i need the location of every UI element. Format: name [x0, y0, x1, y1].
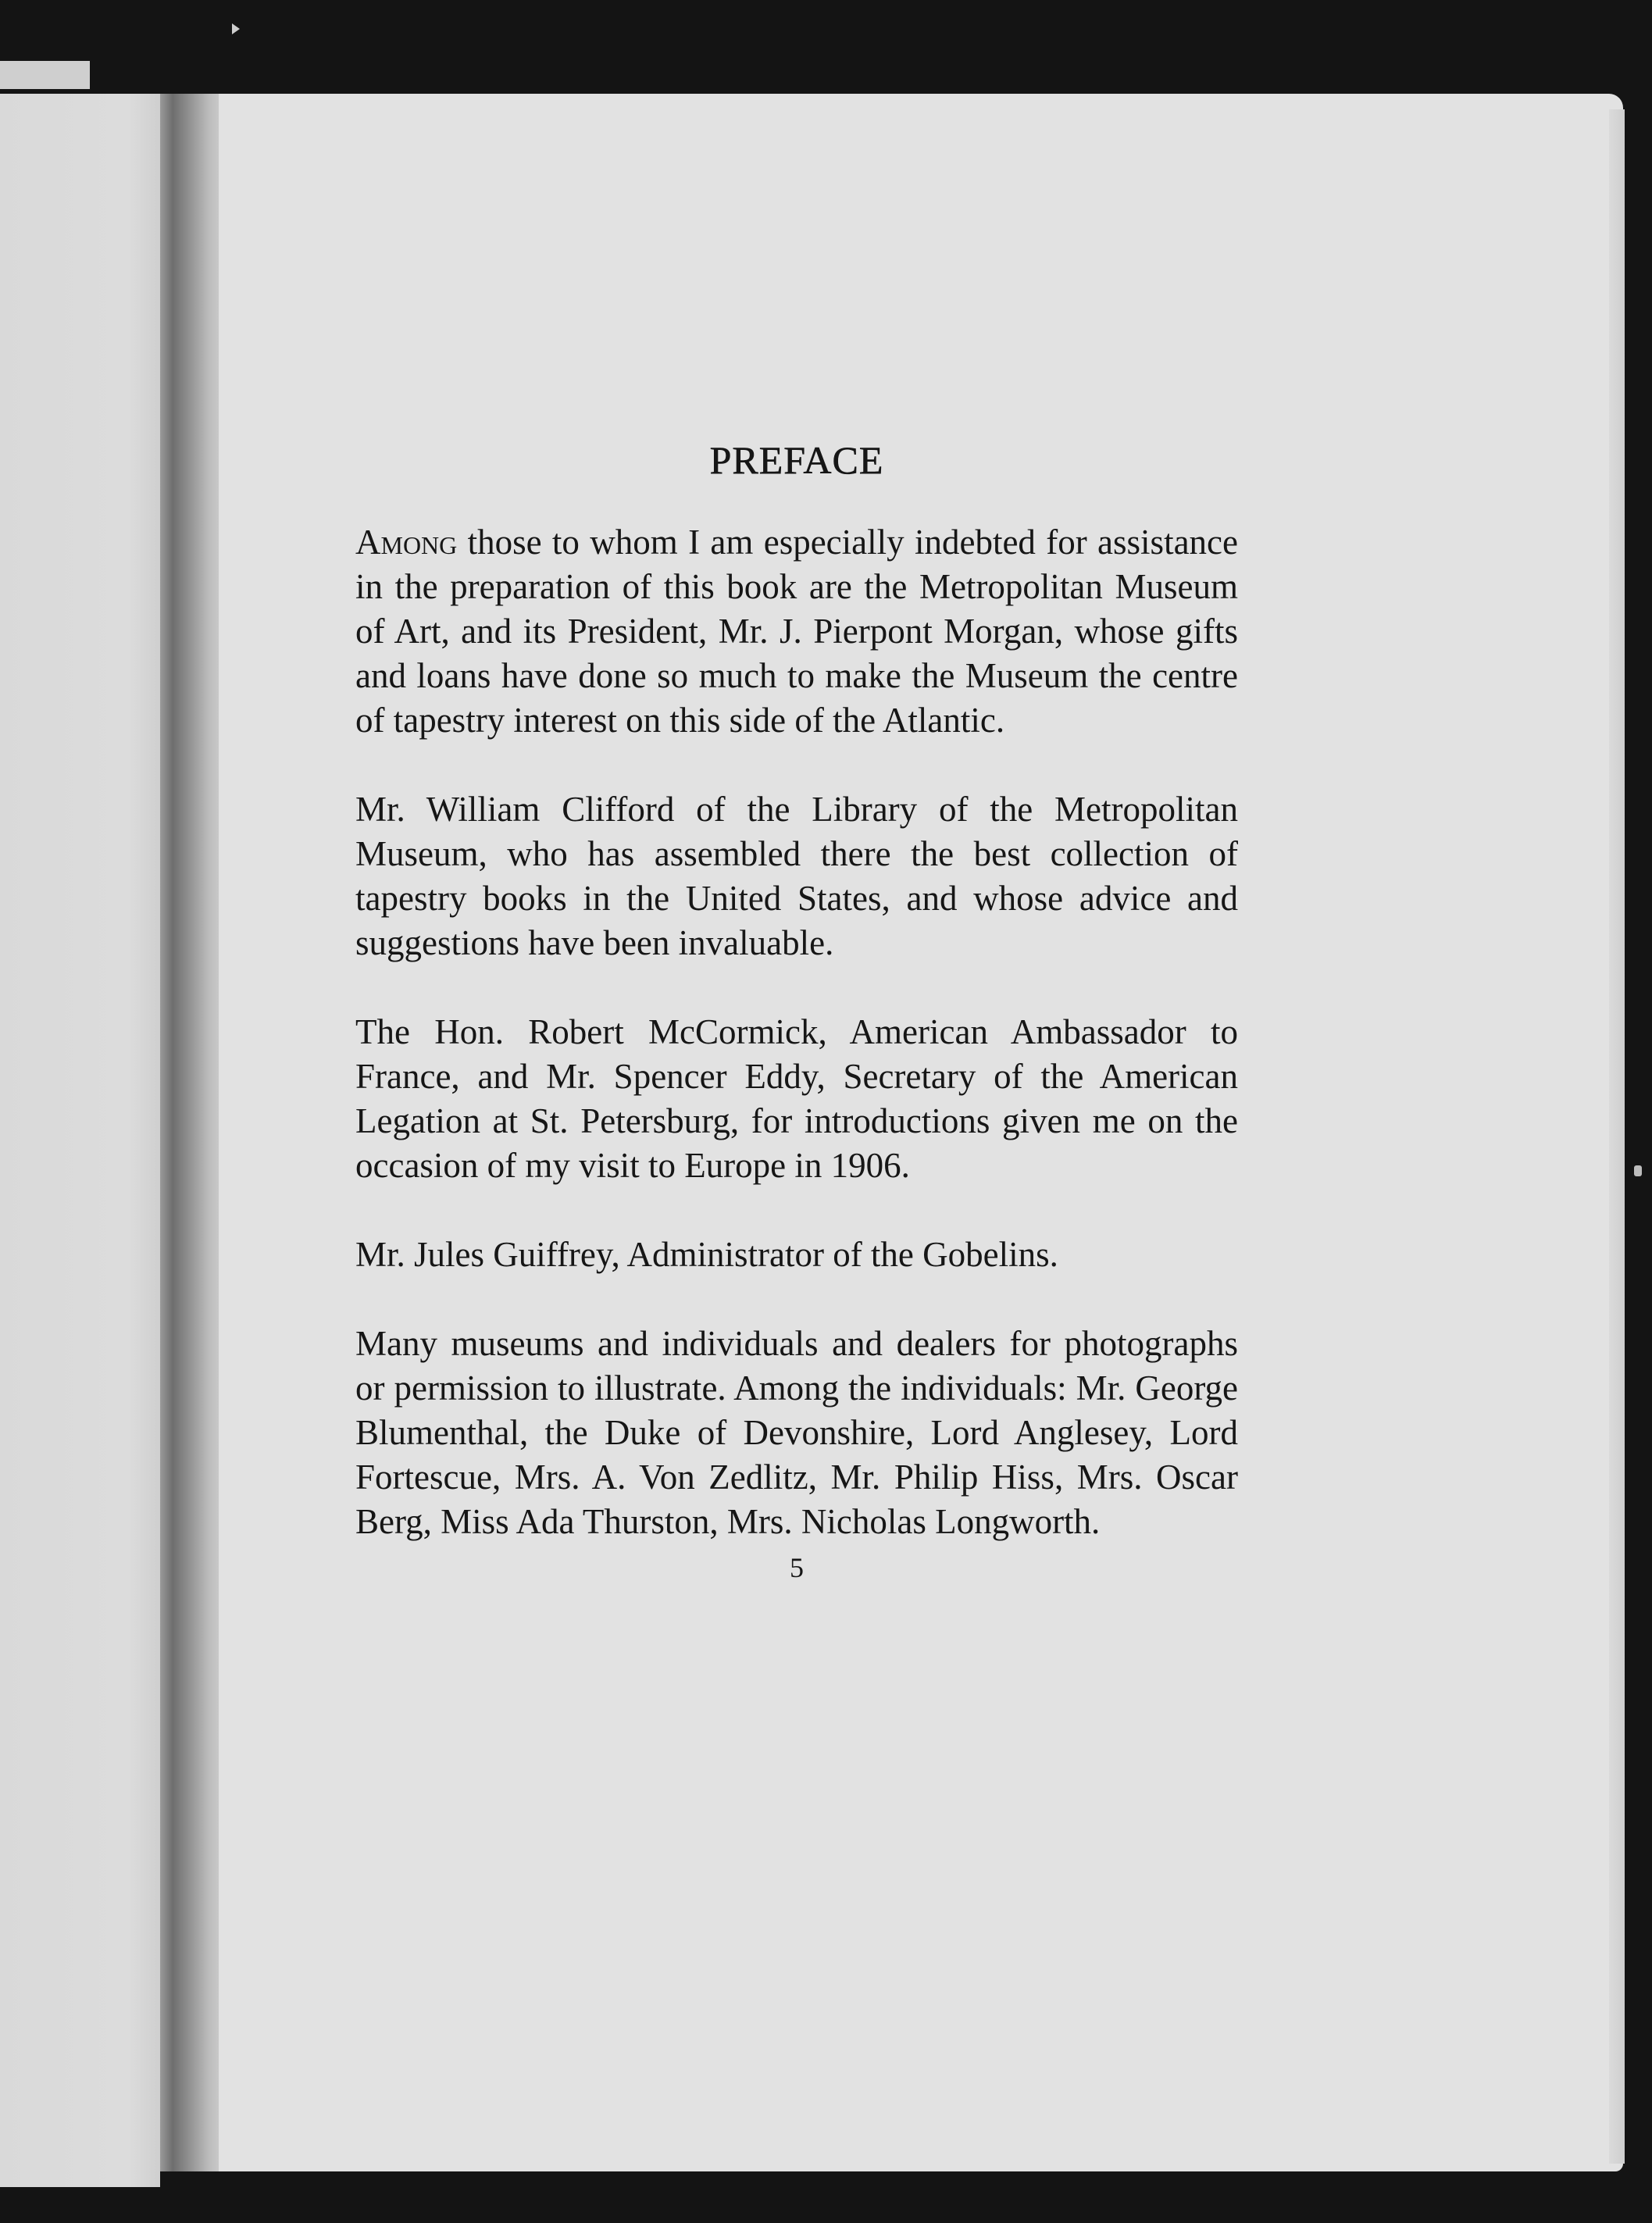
page-number: 5: [790, 1552, 804, 1583]
paragraph-body: those to whom I am especially indebted for assistance in the preparation of this book are the Metropolitan Museum of Art, and its President, Mr. J. Pierpont Morgan, whose gifts and loans have done so much to make the Museum the centre of tapestry interest on this side of the Atlantic.: [355, 523, 1238, 740]
page-heading: PREFACE: [709, 438, 884, 482]
paragraph-acknowledgement-gobelins: Mr. Jules Guiffrey, Administrator of the Gobelins.: [355, 1235, 1058, 1274]
scan-mark: [232, 23, 240, 34]
paragraph-lead-word: Among: [355, 523, 458, 562]
paragraph-acknowledgement-individuals: Many museums and individuals and dealers for photographs or permission to illustrate. Among the individuals: Mr. George Blumenthal, the Duke of Devonshire, Lord Anglesey, Lord Fortescue, Mrs. A. Von Zedlitz, Mr. Philip Hiss, Mrs. Oscar Berg, Miss Ada Thurston, Mrs. Nicholas Longworth.: [355, 1324, 1238, 1541]
paragraph-acknowledgement-library: Mr. William Clifford of the Library of the Metropolitan Museum, who has assembled there the best collection of tapestry books in the United States, and whose advice and suggestions have been invaluable.: [355, 790, 1238, 962]
page-edge: [1609, 109, 1625, 2164]
paragraph-acknowledgement-museum: [355, 520, 1238, 743]
page-text: [355, 437, 1238, 1584]
scan-mark-right: [1634, 1165, 1642, 1176]
previous-page-edge: [0, 94, 160, 2187]
previous-page-tab: [0, 61, 90, 89]
paragraph-acknowledgement-ambassador: The Hon. Robert McCormick, American Ambassador to France, and Mr. Spencer Eddy, Secretary of the American Legation at St. Petersburg, for introductions given me on the occasion of my visit to Europe in 1906.: [355, 1012, 1238, 1185]
